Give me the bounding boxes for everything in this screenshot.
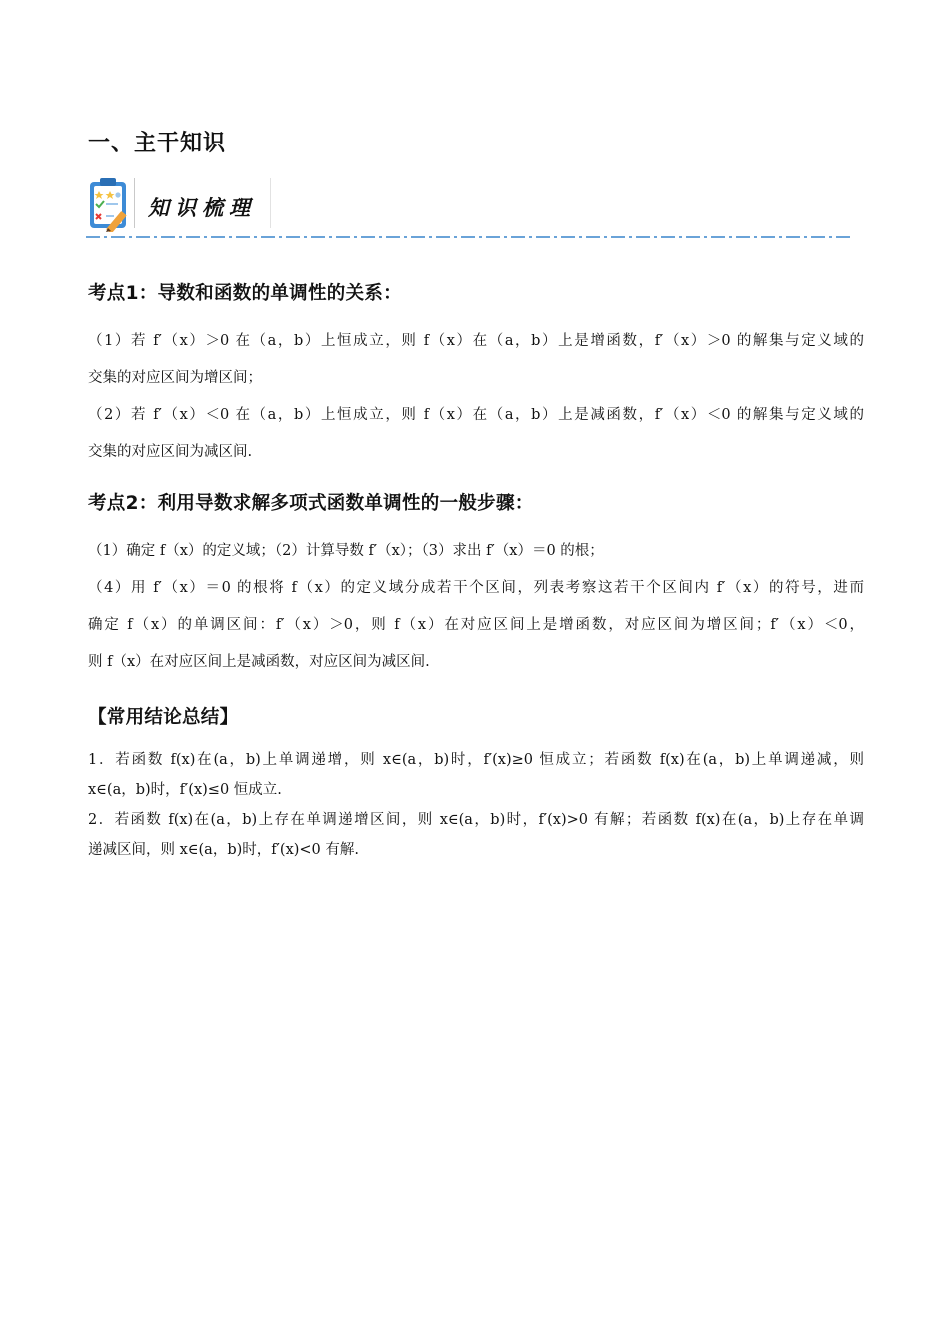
section-title: 一、主干知识 bbox=[88, 131, 227, 156]
conclusions-heading: 【常用结论总结】 bbox=[88, 707, 239, 728]
conclusion-line: 1．若函数 f(x)在(a，b)上单调递增，则 x∈(a，b)时，f′(x)≥0 恒成立；若函数 f(x)在(a，b)上单调递减，则 bbox=[88, 752, 864, 768]
banner-label: 知识梳理 bbox=[148, 196, 256, 220]
topic1-line: 交集的对应区间为增区间； bbox=[88, 370, 262, 386]
topic1-text bbox=[88, 323, 864, 471]
topic2-line: 确定 f（x）的单调区间：f′（x）＞0，则 f（x）在对应区间上是增函数，对应区间为增区间；f′（x）＜0， bbox=[88, 617, 864, 633]
clipboard-pencil-icon bbox=[86, 176, 134, 232]
topic2-line: （4）用 f′（x）＝0 的根将 f（x）的定义域分成若干个区间，列表考察这若干个区间内 f′（x）的符号，进而 bbox=[88, 580, 864, 596]
topic1-line: 交集的对应区间为减区间. bbox=[88, 444, 253, 460]
topic2-text bbox=[88, 533, 864, 681]
banner-right-border bbox=[270, 178, 271, 228]
topic1-line: （2）若 f′（x）＜0 在（a，b）上恒成立，则 f（x）在（a，b）上是减函数，f′（x）＜0 的解集与定义域的 bbox=[88, 407, 864, 423]
conclusion-line: 2．若函数 f(x)在(a，b)上存在单调递增区间，则 x∈(a，b)时，f′(x)>0 有解；若函数 f(x)在(a，b)上存在单调 bbox=[88, 812, 864, 828]
conclusion-line: x∈(a，b)时，f′(x)≤0 恒成立. bbox=[88, 782, 282, 798]
topic2-heading: 考点2：利用导数求解多项式函数单调性的一般步骤： bbox=[88, 493, 534, 514]
topic2-line: 则 f（x）在对应区间上是减函数，对应区间为减区间. bbox=[88, 654, 430, 670]
conclusion-line: 递减区间，则 x∈(a，b)时，f′(x)<0 有解. bbox=[88, 842, 360, 858]
topic1-heading: 考点1：导数和函数的单调性的关系： bbox=[88, 283, 402, 304]
conclusions-text bbox=[88, 745, 864, 865]
knowledge-banner bbox=[86, 176, 276, 232]
banner-divider bbox=[134, 178, 135, 228]
topic2-line: （1）确定 f（x）的定义域；（2）计算导数 f′（x）；（3）求出 f′（x）＝0 的根； bbox=[88, 543, 604, 559]
section-divider bbox=[86, 235, 850, 239]
topic1-line: （1）若 f′（x）＞0 在（a，b）上恒成立，则 f（x）在（a，b）上是增函数，f′（x）＞0 的解集与定义域的 bbox=[88, 333, 864, 349]
